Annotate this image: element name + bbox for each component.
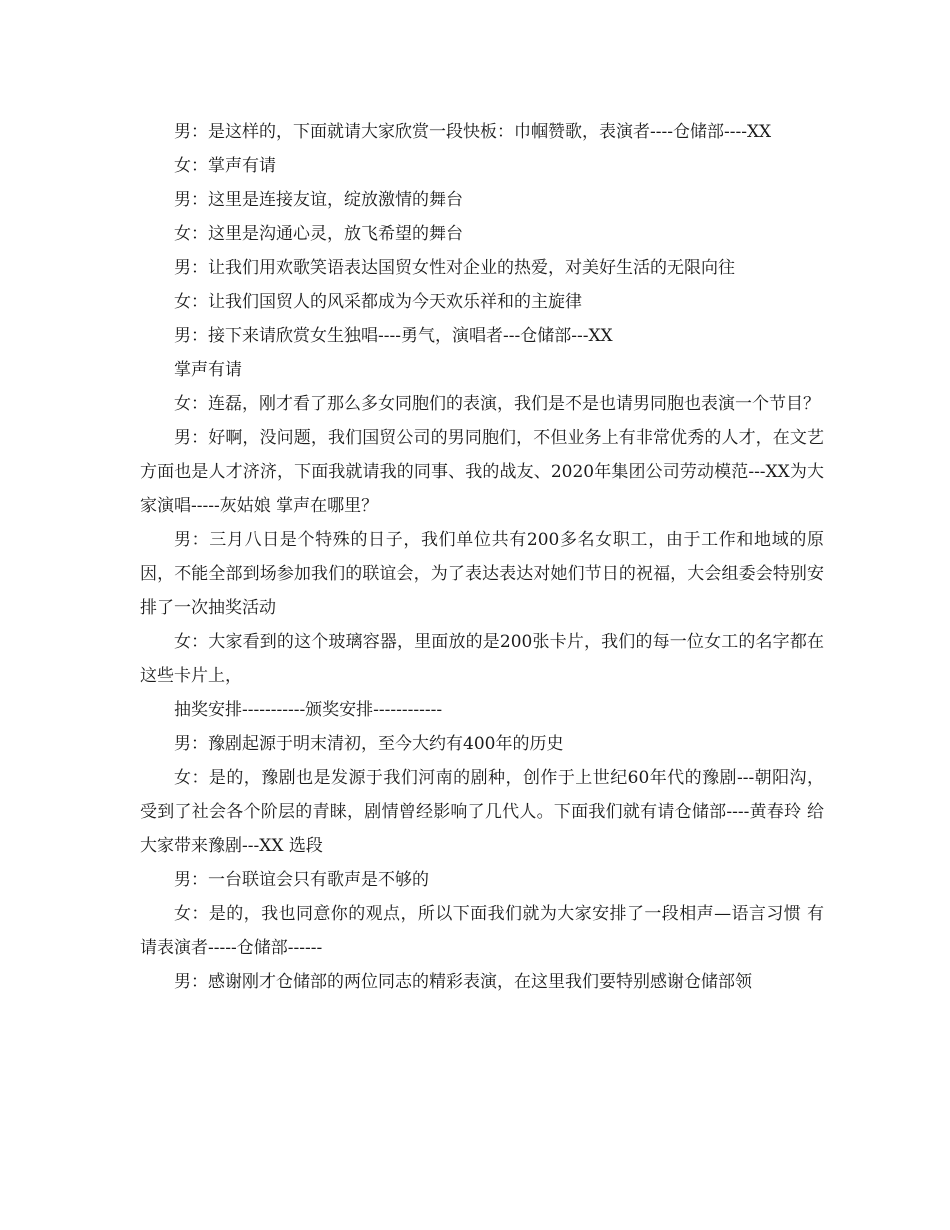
paragraph-4: 女：这里是沟通心灵，放飞希望的舞台 (174, 224, 463, 244)
paragraph-18: 男：感谢刚才仓储部的两位同志的精彩表演，在这里我们要特别感谢仓储部领 (174, 972, 752, 992)
paragraph-17: 女：是的，我也同意你的观点，所以下面我们就为大家安排了一段相声—语言习惯 有请表演者-----仓储部------ (140, 904, 824, 958)
paragraph-12: 女：大家看到的这个玻璃容器，里面放的是200张卡片，我们的每一位女工的名字都在这些卡片上， (140, 632, 824, 686)
paragraph-15: 女：是的，豫剧也是发源于我们河南的剧种，创作于上世纪60年代的豫剧---朝阳沟，受到了社会各个阶层的青睐，剧情曾经影响了几代人。下面我们就有请仓储部----黄春玲 给大家带来豫剧---XX 选段 (140, 768, 824, 856)
paragraph-10: 男：好啊，没问题，我们国贸公司的男同胞们，不但业务上有非常优秀的人才，在文艺方面也是人才济济，下面我就请我的同事、我的战友、2020年集团公司劳动模范---XX为大家演唱-----灰姑娘 掌声在哪里？ (140, 428, 824, 516)
paragraph-9: 女：连磊，刚才看了那么多女同胞们的表演，我们是不是也请男同胞也表演一个节目？ (174, 394, 820, 414)
paragraph-13: 抽奖安排-----------颁奖安排------------ (174, 700, 443, 720)
paragraph-7: 男：接下来请欣赏女生独唱----勇气，演唱者---仓储部---XX (174, 326, 613, 346)
paragraph-14: 男：豫剧起源于明末清初，至今大约有400年的历史 (174, 734, 564, 754)
paragraph-1: 男：是这样的，下面就请大家欣赏一段快板：巾帼赞歌，表演者----仓储部----XX (174, 122, 772, 142)
paragraph-3: 男：这里是连接友谊，绽放激情的舞台 (174, 190, 463, 210)
paragraph-11: 男：三月八日是个特殊的日子，我们单位共有200多名女职工，由于工作和地域的原因，不能全部到场参加我们的联谊会，为了表达表达对她们节日的祝福，大会组委会特别安排了一次抽奖活动 (140, 530, 824, 618)
paragraph-16: 男：一台联谊会只有歌声是不够的 (174, 870, 429, 890)
paragraph-6: 女：让我们国贸人的风采都成为今天欢乐祥和的主旋律 (174, 292, 582, 312)
document-body (140, 115, 824, 999)
paragraph-2: 女：掌声有请 (174, 156, 276, 176)
paragraph-5: 男：让我们用欢歌笑语表达国贸女性对企业的热爱，对美好生活的无限向往 (174, 258, 735, 278)
paragraph-8: 掌声有请 (174, 360, 242, 380)
